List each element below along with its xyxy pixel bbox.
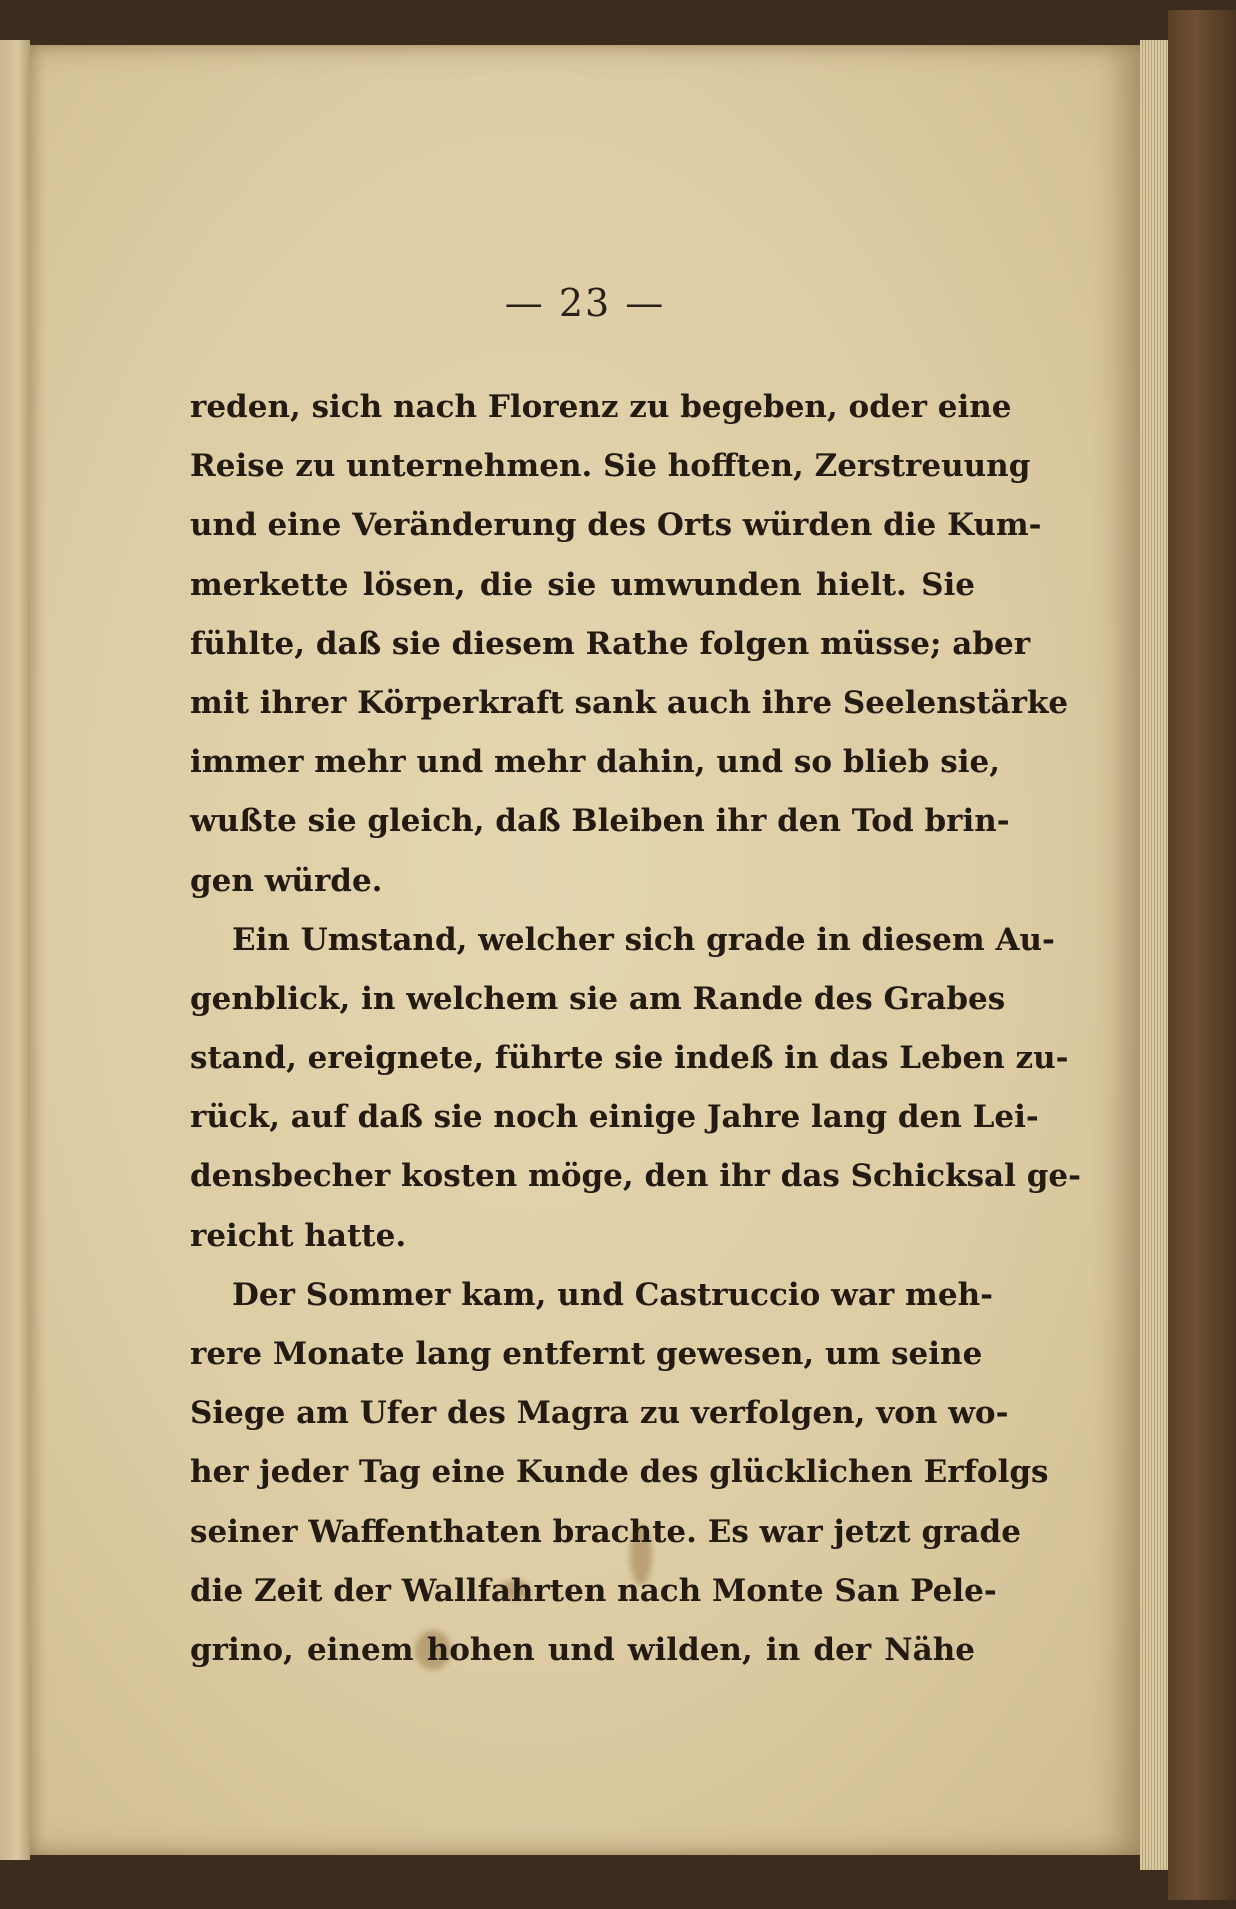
text-line: mit ihrer Körperkraft sank auch ihre Seelenstärke xyxy=(190,684,1069,721)
text-line: rere Monate lang entfernt gewesen, um seine xyxy=(190,1336,983,1372)
text-line: reicht hatte. xyxy=(190,1217,407,1254)
text-line: grino, einem hohen und wilden, in der Nähe xyxy=(190,1631,975,1668)
page-number: — 23 — xyxy=(504,281,666,325)
text-line: genblick, in welchem sie am Rande des Grabes xyxy=(190,980,1006,1017)
text-line: fühlte, daß sie diesem Rathe folgen müsse; aber xyxy=(190,625,1031,662)
text-line: wußte sie gleich, daß Bleiben ihr den Tod brin- xyxy=(190,803,1010,840)
text-line: her jeder Tag eine Kunde des glücklichen Erfolgs xyxy=(190,1454,1049,1491)
text-line: rück, auf daß sie noch einige Jahre lang den Lei- xyxy=(190,1099,1039,1136)
book-cover xyxy=(1168,10,1236,1900)
text-line: densbecher kosten möge, den ihr das Schicksal ge- xyxy=(190,1158,1081,1195)
text-line: Siege am Ufer des Magra zu verfolgen, von wo- xyxy=(190,1395,1009,1432)
text-line: reden, sich nach Florenz zu begeben, oder eine xyxy=(190,389,1012,425)
text-line: seiner Waffenthaten brachte. Es war jetzt grade xyxy=(190,1513,1021,1550)
page-edges xyxy=(1140,40,1168,1870)
text-line: merkette lösen, die sie umwunden hielt. Sie xyxy=(190,566,975,603)
text-line: die Zeit der Wallfahrten nach Monte San Pele- xyxy=(190,1572,997,1609)
text-line: und eine Veränderung des Orts würden die Kum- xyxy=(190,507,1042,544)
book-page xyxy=(30,45,1140,1855)
text-line: Ein Umstand, welcher sich grade in diesem Au- xyxy=(232,921,1055,958)
text-line: stand, ereignete, führte sie indeß in das Leben zu- xyxy=(190,1040,1069,1077)
text-line: immer mehr und mehr dahin, und so blieb sie, xyxy=(190,744,1000,781)
text-line: Reise zu unternehmen. Sie hofften, Zerstreuung xyxy=(190,448,1031,485)
previous-page-edge xyxy=(0,40,30,1860)
text-line: Der Sommer kam, und Castruccio war meh- xyxy=(232,1276,993,1313)
text-line: gen würde. xyxy=(190,862,383,899)
body-text xyxy=(190,378,1081,1680)
